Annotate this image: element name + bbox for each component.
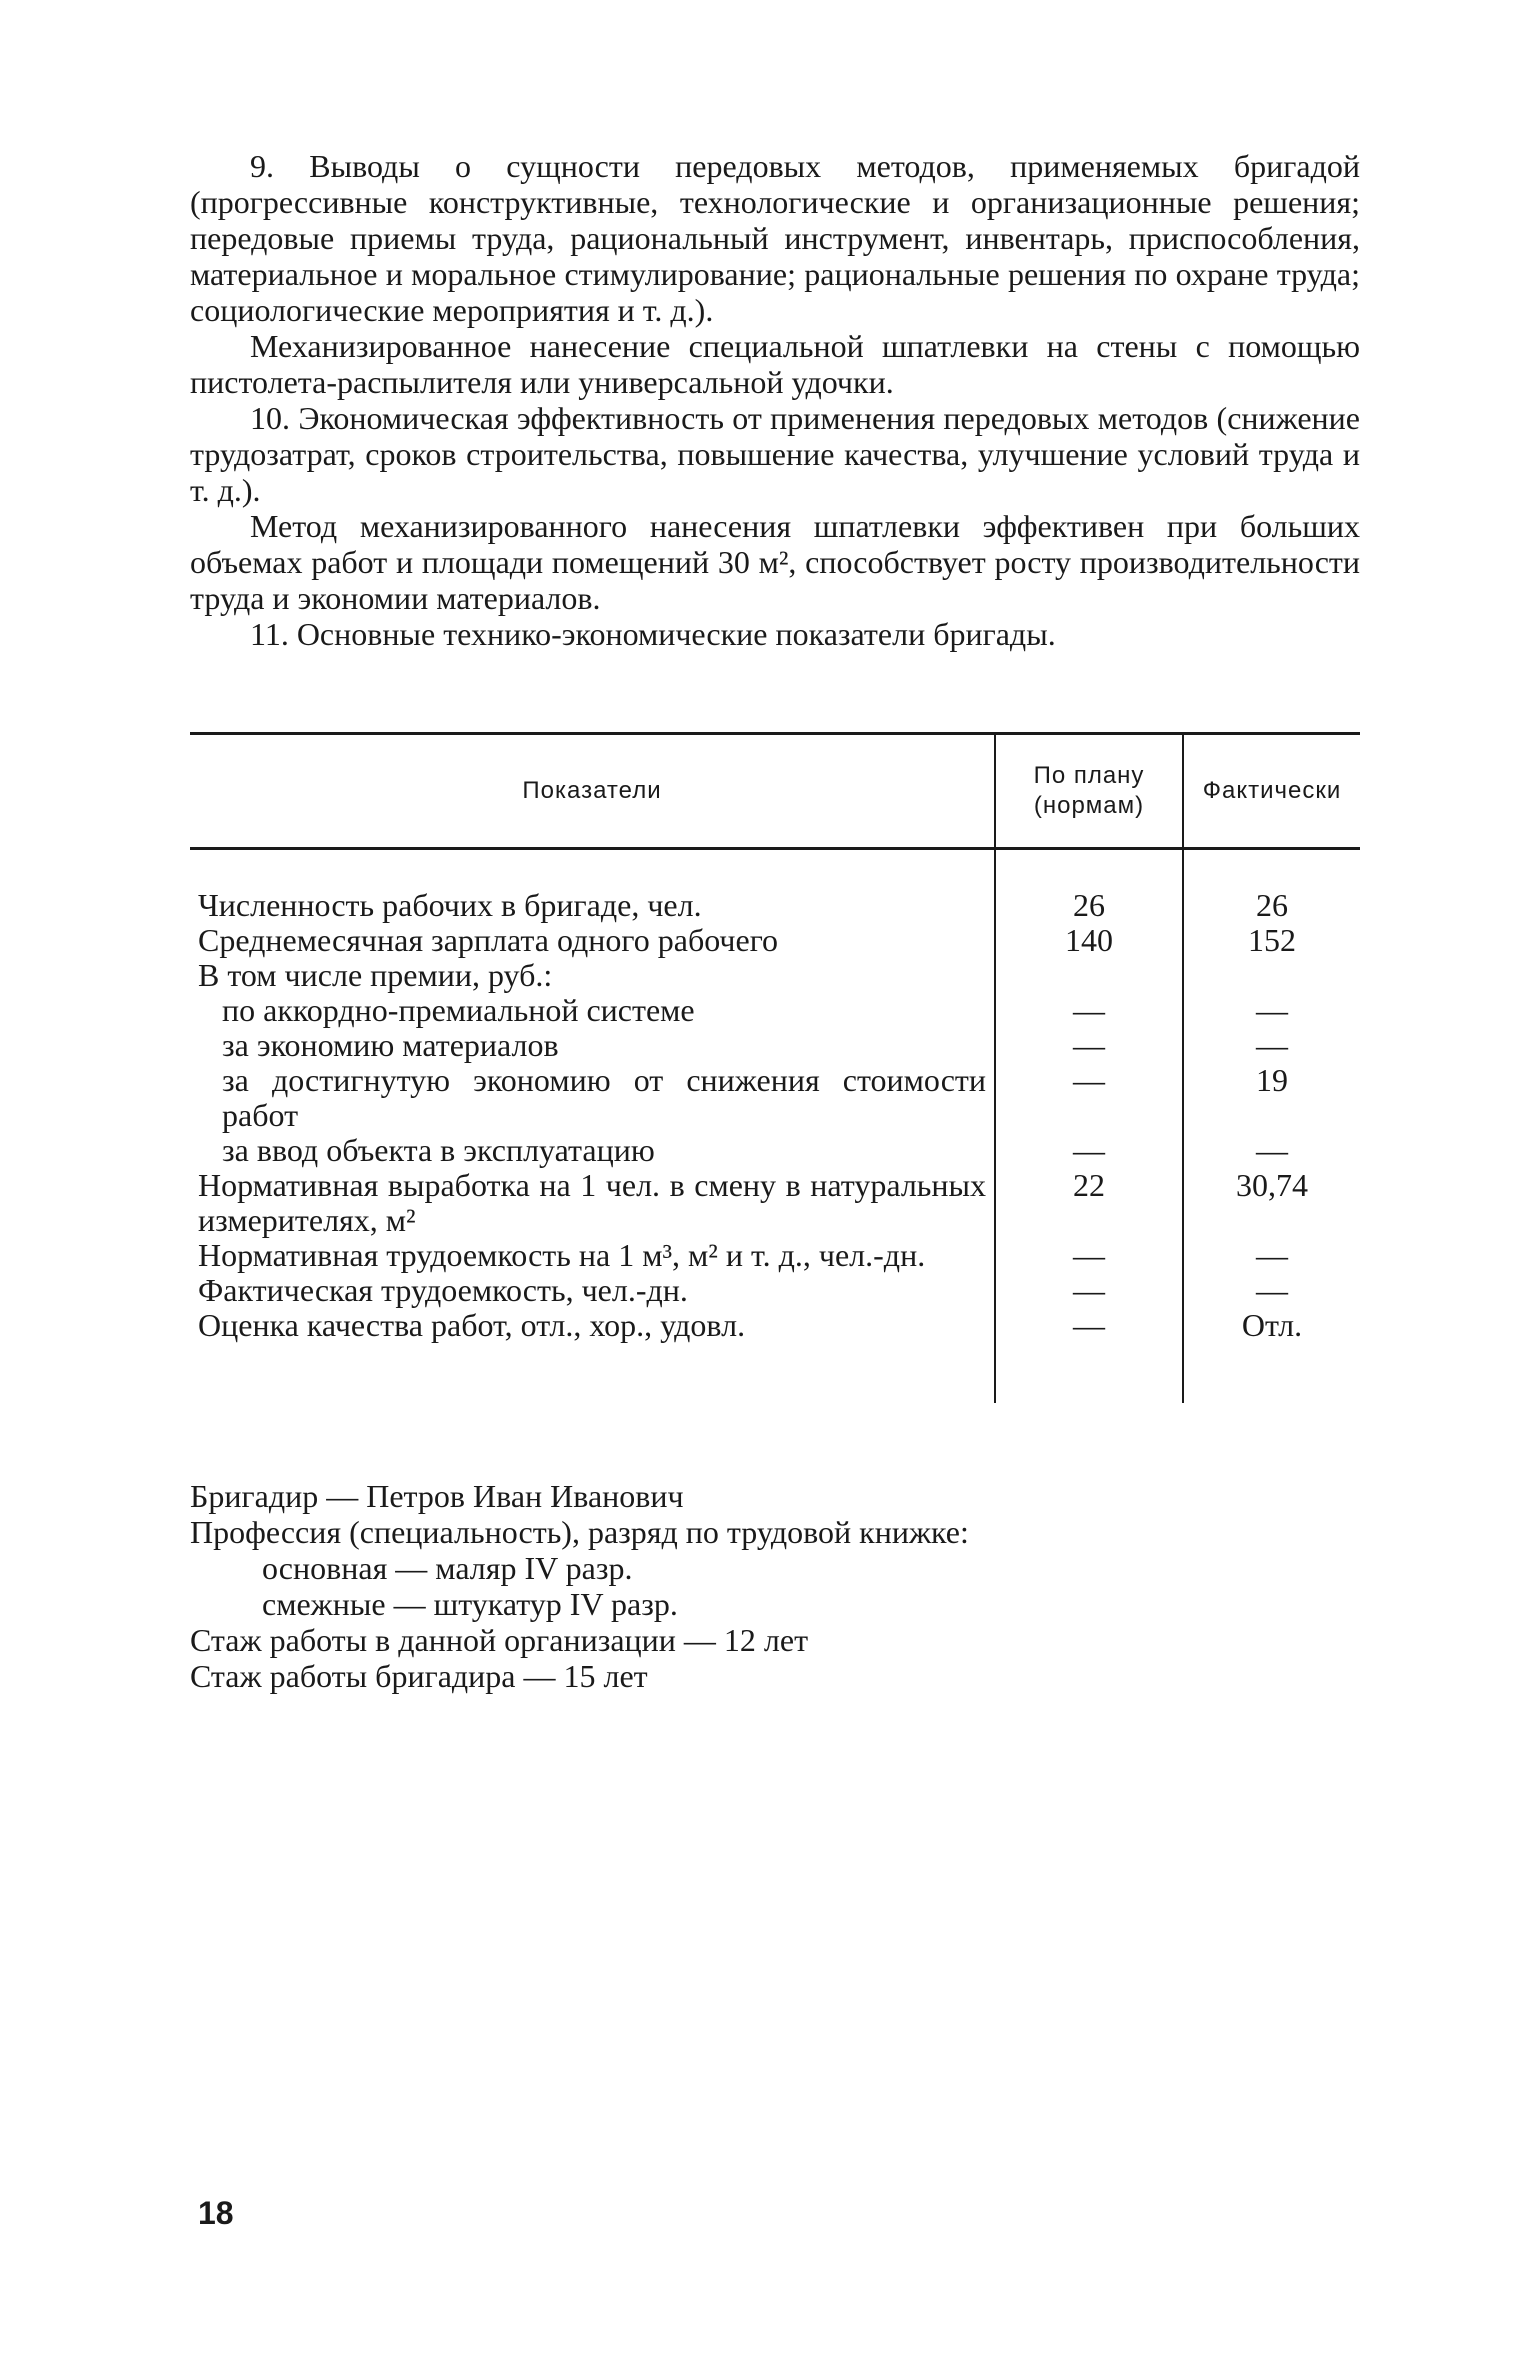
table-row <box>190 1028 1360 1063</box>
row-actual-value: Отл. <box>1183 1308 1360 1343</box>
row-plan-value: — <box>995 1028 1183 1063</box>
row-label: Нормативная выработка на 1 чел. в смену в натуральных измерителях, м² <box>198 1167 986 1238</box>
row-label: Нормативная трудоемкость на 1 м³, м² и т. д., чел.-дн. <box>198 1237 926 1273</box>
foreman-related-profession: смежные — штукатур IV разр. <box>262 1586 678 1622</box>
row-plan-value: 140 <box>995 923 1183 958</box>
row-label: Фактическая трудоемкость, чел.-дн. <box>198 1272 688 1308</box>
row-actual-value: 26 <box>1183 888 1360 923</box>
paragraph-method-efficiency: Метод механизированного нанесения шпатлевки эффективен при больших объемах работ и площади помещений 30 м², способствует росту производительности труда и экономии материалов. <box>190 508 1360 616</box>
table-row <box>190 923 1360 958</box>
row-actual-value <box>1183 958 1360 993</box>
row-actual-value: 30,74 <box>1183 1168 1360 1238</box>
row-plan-value: — <box>995 1063 1183 1133</box>
row-label: Численность рабочих в бригаде, чел. <box>198 887 702 923</box>
row-actual-value: — <box>1183 993 1360 1028</box>
row-actual-value: — <box>1183 1133 1360 1168</box>
row-plan-value: — <box>995 1273 1183 1308</box>
row-plan-value: — <box>995 1133 1183 1168</box>
foreman-info <box>190 1478 1360 1694</box>
table-row <box>190 958 1360 993</box>
row-actual-value: — <box>1183 1238 1360 1273</box>
row-plan-value: — <box>995 993 1183 1028</box>
table-spacer <box>190 1343 1360 1403</box>
row-actual-value: 152 <box>1183 923 1360 958</box>
row-plan-value: 22 <box>995 1168 1183 1238</box>
table-header-row <box>190 734 1360 849</box>
row-plan-value: — <box>995 1238 1183 1273</box>
row-label: за ввод объекта в эксплуатацию <box>222 1132 655 1168</box>
foreman-experience: Стаж работы бригадира — 15 лет <box>190 1658 648 1694</box>
row-plan-value: 26 <box>995 888 1183 923</box>
row-label: Оценка качества работ, отл., хор., удовл. <box>198 1307 746 1343</box>
row-plan-value <box>995 958 1183 993</box>
table-row <box>190 1238 1360 1273</box>
row-label: по аккордно-премиальной системе <box>222 992 695 1028</box>
table-row <box>190 1133 1360 1168</box>
paragraph-conclusions: 9. Выводы о сущности передовых методов, применяемых бригадой (прогрессивные конструктивные, технологические и организационные решения; передовые приемы труда, рациональный инструмент, инвентарь, приспособления, материальное и моральное стимулирование; рациональные решения по охране труда; социологические мероприятия и т. д.). <box>190 148 1360 328</box>
paragraph-efficiency: 10. Экономическая эффективность от применения передовых методов (снижение трудозатрат, сроков строительства, повышение качества, улучшение условий труда и т. д.). <box>190 400 1360 508</box>
row-label: В том числе премии, руб.: <box>198 957 553 993</box>
foreman-name: Бригадир — Петров Иван Иванович <box>190 1478 684 1514</box>
table-row <box>190 1273 1360 1308</box>
table-row <box>190 1308 1360 1343</box>
foreman-main-profession: основная — маляр IV разр. <box>262 1550 633 1586</box>
foreman-profession: Профессия (специальность), разряд по трудовой книжке: <box>190 1514 969 1550</box>
column-header-plan: По плану (нормам) <box>995 734 1183 849</box>
foreman-org-experience: Стаж работы в данной организации — 12 лет <box>190 1622 809 1658</box>
column-header-indicator: Показатели <box>190 734 995 849</box>
table-row <box>190 993 1360 1028</box>
table-spacer <box>190 849 1360 889</box>
row-label: за достигнутую экономию от снижения стоимости работ <box>222 1062 986 1133</box>
paragraph-method: Механизированное нанесение специальной шпатлевки на стены с помощью пистолета-распылителя или универсальной удочки. <box>190 328 1360 400</box>
page-number: 18 <box>198 2195 234 2231</box>
table-row <box>190 1168 1360 1238</box>
row-actual-value: 19 <box>1183 1063 1360 1133</box>
row-label: Среднемесячная зарплата одного рабочего <box>198 922 779 958</box>
row-label: за экономию материалов <box>222 1027 559 1063</box>
row-actual-value: — <box>1183 1028 1360 1063</box>
table-body <box>190 849 1360 1404</box>
indicators-table <box>190 732 1360 1403</box>
body-text <box>190 148 1360 652</box>
table-row <box>190 888 1360 923</box>
column-header-actual: Фактически <box>1183 734 1360 849</box>
row-actual-value: — <box>1183 1273 1360 1308</box>
row-plan-value: — <box>995 1308 1183 1343</box>
table-row <box>190 1063 1360 1133</box>
paragraph-indicators-heading: 11. Основные технико-экономические показатели бригады. <box>250 616 1056 652</box>
